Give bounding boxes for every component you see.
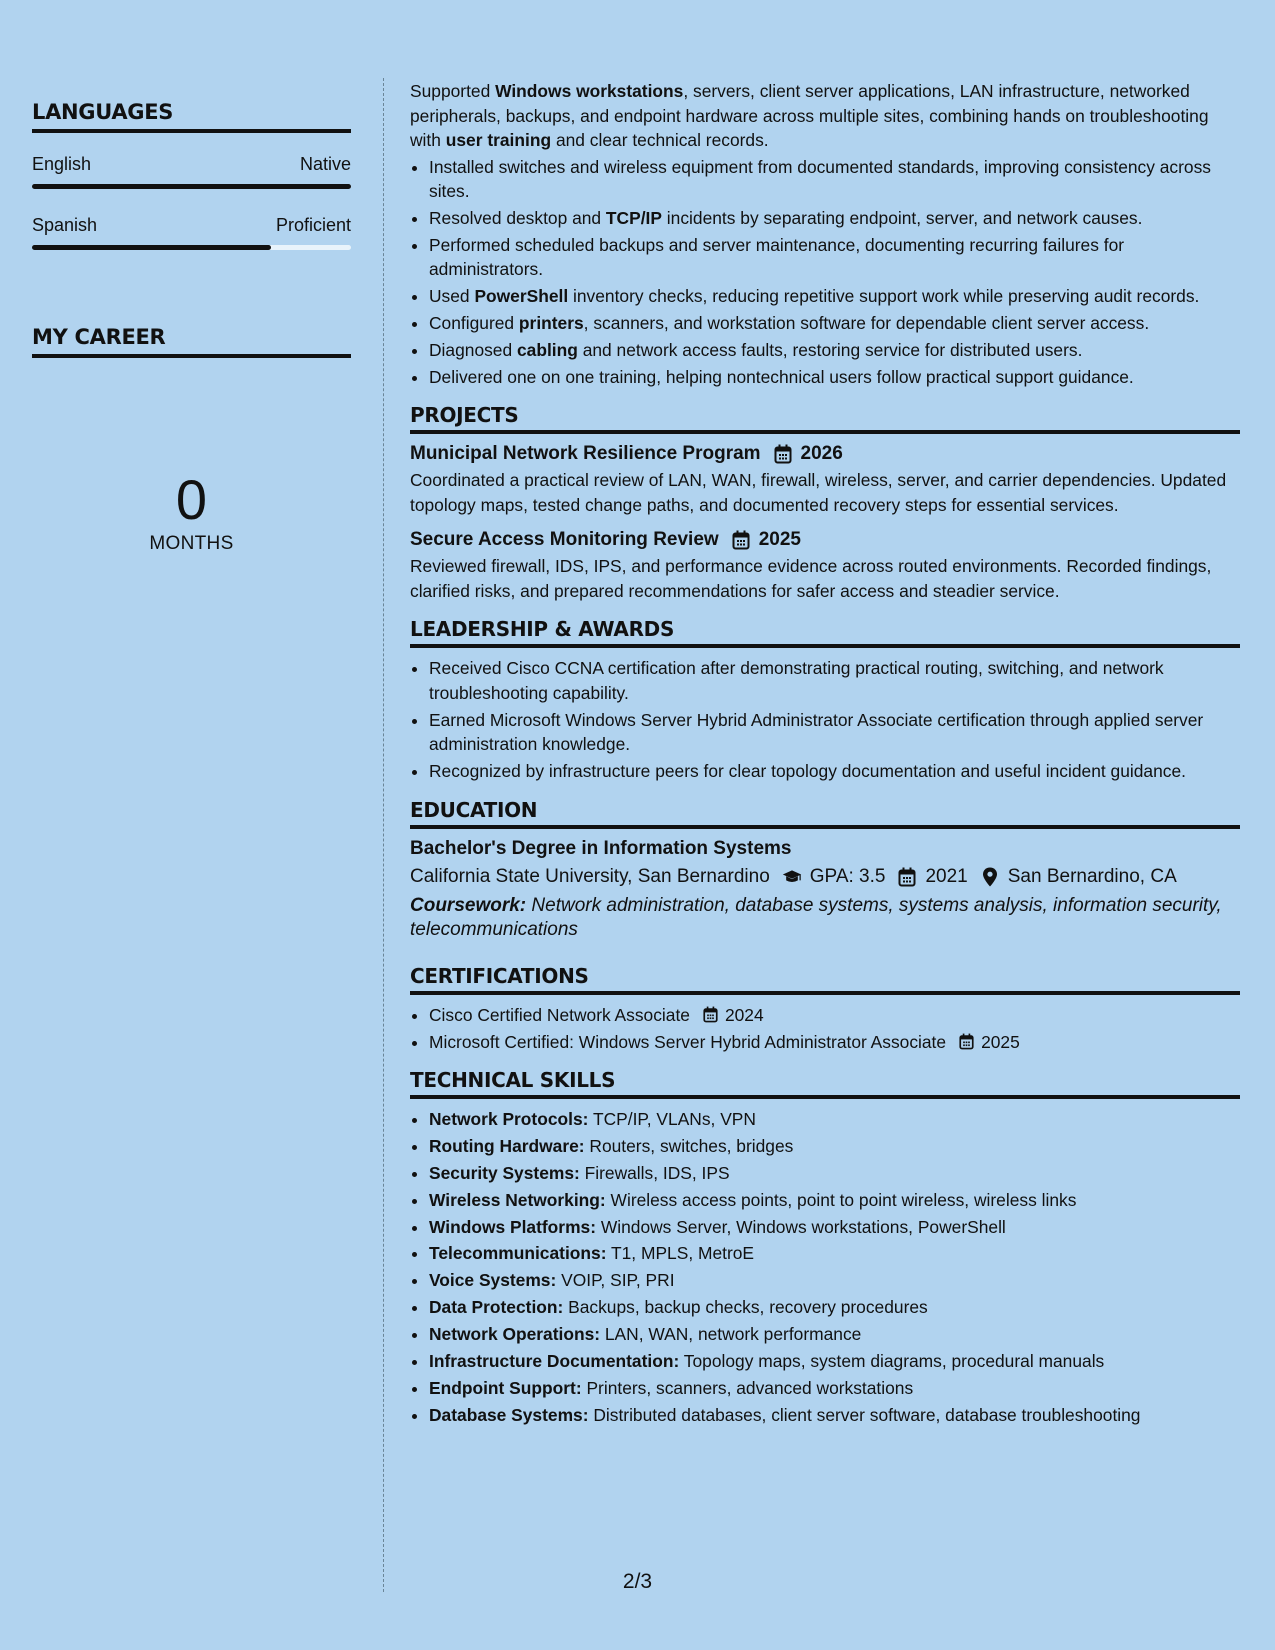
skill-label: Endpoint Support:	[429, 1377, 582, 1398]
skill-value: Backups, backup checks, recovery procedures	[563, 1297, 928, 1318]
calendar-icon	[958, 1033, 975, 1050]
language-list	[32, 153, 351, 250]
bullet-text: Performed scheduled backups and server maintenance, documenting recurring failures for administrators.	[429, 234, 1125, 280]
project-title: Secure Access Monitoring Review	[410, 529, 719, 551]
career-value: 0	[175, 468, 208, 531]
skill-item	[429, 1268, 1240, 1293]
calendar-icon	[702, 1006, 719, 1023]
experience-bullet	[429, 206, 1240, 231]
certification-row	[429, 1030, 1240, 1055]
skill-item	[429, 1349, 1240, 1374]
coursework-text: Network administration, database systems, systems analysis, information security, telecommunications	[410, 894, 1222, 940]
bullet-text: Configured	[429, 313, 519, 334]
calendar-icon	[897, 867, 917, 887]
graduation-year: 2021	[925, 865, 968, 887]
calendar-icon	[731, 530, 751, 550]
skill-label: Routing Hardware:	[429, 1135, 585, 1156]
skill-label: Network Operations:	[429, 1324, 601, 1345]
bullet-text: Used	[429, 286, 475, 307]
skills-heading: TECHNICAL SKILLS	[410, 1068, 1240, 1099]
certification-year: 2025	[981, 1031, 1020, 1052]
language-item	[32, 214, 351, 250]
skill-item	[429, 1322, 1240, 1347]
career-heading: MY CAREER	[32, 325, 351, 358]
skill-item	[429, 1161, 1240, 1186]
skill-label: Telecommunications:	[429, 1243, 607, 1264]
skill-label: Infrastructure Documentation:	[429, 1351, 680, 1372]
experience-bullet	[429, 155, 1240, 204]
degree-title: Bachelor's Degree in Information Systems	[410, 837, 792, 859]
skill-item	[429, 1134, 1240, 1159]
leadership-section	[410, 617, 1240, 783]
projects-section	[410, 403, 1240, 603]
language-proficiency-bar	[32, 245, 351, 250]
skill-value: Windows Server, Windows workstations, PowerShell	[596, 1216, 1006, 1237]
skill-value: Printers, scanners, advanced workstations	[581, 1377, 914, 1398]
project-year: 2026	[800, 443, 843, 465]
languages-section	[32, 100, 351, 250]
project-entry	[410, 443, 1240, 517]
education-meta	[410, 866, 1240, 888]
page-number: 2/3	[622, 1570, 653, 1593]
education-section	[410, 798, 1240, 942]
experience-bullet	[429, 284, 1240, 309]
language-row	[32, 214, 351, 236]
projects-heading: PROJECTS	[410, 403, 1240, 434]
career-unit: MONTHS	[149, 533, 234, 554]
bullet-text: , scanners, and workstation software for dependable client server access.	[583, 313, 1150, 334]
experience-bullet	[429, 311, 1240, 336]
certifications-heading: CERTIFICATIONS	[410, 964, 1240, 995]
skill-label: Database Systems:	[429, 1404, 589, 1425]
sidebar	[32, 100, 351, 555]
experience-bullet	[429, 365, 1240, 390]
skill-label: Security Systems:	[429, 1162, 580, 1183]
leadership-item: • Received Cisco CCNA certification after demonstrating practical routing, switching, and network troubleshooting capability.	[429, 656, 1240, 705]
school-name: California State University, San Bernardino	[410, 865, 770, 887]
bullet-text: Installed switches and wireless equipment from documented standards, improving consistency across sites.	[429, 156, 1211, 201]
skill-item	[429, 1188, 1240, 1213]
skills-section	[410, 1068, 1240, 1427]
language-proficiency-fill	[32, 245, 271, 250]
language-proficiency-bar	[32, 184, 351, 189]
education-heading: EDUCATION	[410, 798, 1240, 829]
career-counter	[32, 468, 351, 555]
bullet-text: Diagnosed	[429, 339, 517, 360]
bullet-bold: PowerShell	[474, 286, 569, 307]
language-name: Spanish	[32, 215, 98, 235]
bullet-bold: printers	[518, 313, 584, 334]
skill-value: Routers, switches, bridges	[584, 1135, 794, 1156]
language-proficiency-fill	[32, 184, 351, 189]
language-item	[32, 153, 351, 189]
gpa: GPA: 3.5	[809, 865, 886, 887]
certification-year: 2024	[724, 1004, 764, 1025]
skill-value: T1, MPLS, MetroE	[606, 1243, 755, 1264]
career-section	[32, 325, 351, 555]
project-title-row	[410, 443, 1240, 465]
language-name: English	[32, 154, 92, 174]
skill-item	[429, 1241, 1240, 1266]
certification-item	[429, 1030, 1240, 1055]
certifications-section	[410, 964, 1240, 1054]
certification-list	[410, 1003, 1240, 1054]
skill-label: Data Protection:	[429, 1297, 564, 1318]
bullet-text: inventory checks, reducing repetitive support work while preserving audit records.	[568, 286, 1200, 307]
skills-list	[410, 1107, 1240, 1427]
summary-text: , servers, client server applications, LAN infrastructure, networked peripherals, backups, and endpoint hardware across multiple sites, combining hands on troubleshooting with	[410, 81, 1209, 150]
skill-value: Firewalls, IDS, IPS	[579, 1162, 730, 1183]
skill-item	[429, 1403, 1240, 1428]
bullet-bold: TCP/IP	[605, 207, 662, 228]
project-entry	[410, 529, 1240, 603]
skill-item	[429, 1376, 1240, 1401]
leadership-heading: LEADERSHIP & AWARDS	[410, 617, 1240, 648]
experience-bullet	[429, 233, 1240, 282]
skill-label: Voice Systems:	[429, 1270, 557, 1291]
skill-value: Distributed databases, client server software, database troubleshooting	[588, 1404, 1141, 1425]
language-level: Native	[299, 154, 351, 174]
summary-text: and clear technical records.	[551, 130, 769, 150]
summary-bold: user training	[445, 130, 552, 150]
skill-value: Wireless access points, point to point wireless, wireless links	[605, 1189, 1077, 1210]
bullet-text: Resolved desktop and	[429, 207, 606, 228]
certification-name: • Microsoft Certified: Windows Server Hybrid Administrator Associate	[429, 1031, 947, 1052]
column-divider	[383, 78, 384, 1592]
project-year: 2025	[758, 529, 801, 551]
leadership-item: • Earned Microsoft Windows Server Hybrid Administrator Associate certification through applied server administration knowledge.	[429, 708, 1240, 757]
leadership-list	[410, 656, 1240, 783]
language-level: Proficient	[275, 215, 351, 235]
languages-heading: LANGUAGES	[32, 100, 351, 133]
project-description: Reviewed firewall, IDS, IPS, and performance evidence across routed environments. Recorded findings, clarified risks, and prepared recommendations for safer access and steadier service.	[410, 556, 1212, 601]
project-title-row	[410, 529, 1240, 551]
certification-item	[429, 1003, 1240, 1028]
certification-name: • Cisco Certified Network Associate	[429, 1004, 690, 1025]
skill-label: Network Protocols:	[429, 1109, 589, 1130]
graduation-cap-icon	[782, 867, 802, 887]
experience-bullet	[429, 338, 1240, 363]
skill-label: Wireless Networking:	[429, 1189, 606, 1210]
summary-text: Supported	[410, 81, 496, 101]
bullet-bold: cabling	[516, 339, 578, 360]
skill-item	[429, 1107, 1240, 1132]
project-title: Municipal Network Resilience Program	[410, 443, 761, 465]
main-column	[410, 79, 1240, 1430]
summary-bold: Windows workstations	[495, 81, 684, 101]
skill-value: VOIP, SIP, PRI	[556, 1270, 675, 1291]
skill-value: LAN, WAN, network performance	[600, 1324, 862, 1345]
experience-bullets	[410, 155, 1240, 390]
map-pin-icon	[980, 867, 1000, 887]
skill-label: Windows Platforms:	[429, 1216, 596, 1237]
certification-row	[429, 1003, 1240, 1028]
leadership-item: • Recognized by infrastructure peers for clear topology documentation and useful incident guidance.	[429, 759, 1240, 784]
experience-summary	[410, 79, 1240, 153]
calendar-icon	[773, 444, 793, 464]
skill-item	[429, 1215, 1240, 1240]
coursework-label: Coursework:	[410, 894, 527, 916]
bullet-text: Delivered one on one training, helping nontechnical users follow practical support guidance.	[429, 366, 1134, 387]
bullet-text: and network access faults, restoring service for distributed users.	[577, 339, 1083, 360]
skill-value: Topology maps, system diagrams, procedural manuals	[679, 1351, 1105, 1372]
project-description: Coordinated a practical review of LAN, WAN, firewall, wireless, server, and carrier dependencies. Updated topology maps, tested change paths, and documented recovery steps for essential services.	[410, 470, 1227, 515]
language-row	[32, 153, 351, 175]
skill-item	[429, 1295, 1240, 1320]
skill-value: TCP/IP, VLANs, VPN	[588, 1109, 756, 1130]
bullet-text: incidents by separating endpoint, server, and network causes.	[661, 207, 1143, 228]
school-location: San Bernardino, CA	[1007, 865, 1177, 887]
coursework	[410, 894, 1240, 942]
